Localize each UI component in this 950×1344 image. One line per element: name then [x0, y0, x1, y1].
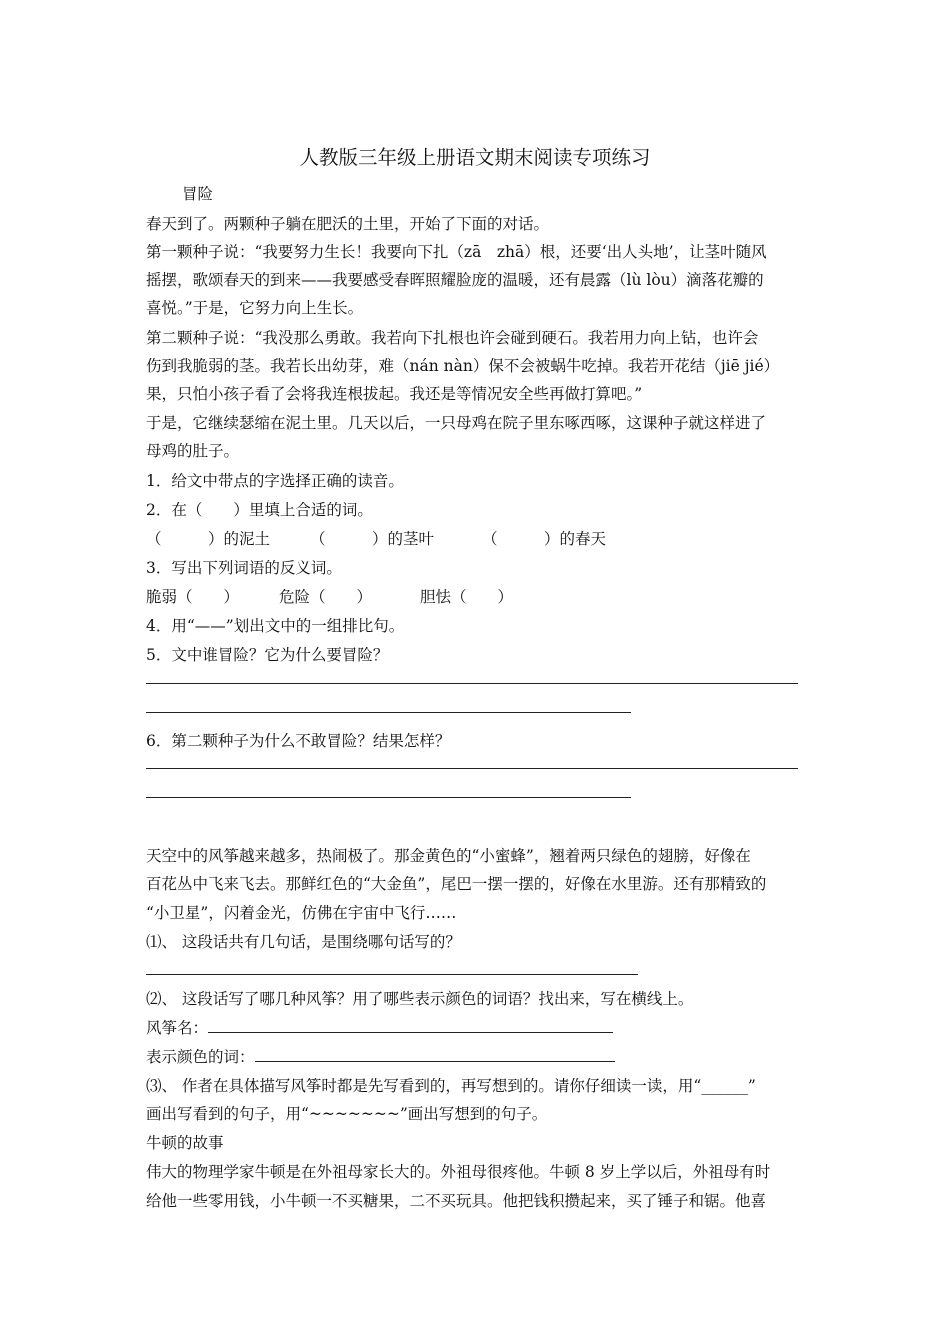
question-2: 2．在（ ）里填上合适的词。 [146, 501, 373, 519]
passage-heading-adventure: 冒险 [182, 185, 214, 203]
question-5: 5．文中谁冒险？它为什么要冒险？ [146, 646, 389, 664]
kite-name-row [146, 1018, 816, 1038]
antonym-row [146, 587, 816, 607]
antonym-item[interactable]: 危险（ ） [279, 588, 373, 606]
passage-line: 摇摆，歌颂春天的到来——我要感受春晖照耀脸庞的温暖，还有晨露（lù lòu）滴落花瓣的 [146, 271, 764, 289]
passage-line: 百花丛中飞来飞去。那鲜红色的“大金鱼”，尾巴一摆一摆的，好像在水里游。还有那精致的 [146, 875, 767, 893]
question-6: 6．第二颗种子为什么不敢冒险？结果怎样？ [146, 732, 451, 750]
passage-line: 第二颗种子说：“我没那么勇敢。我若向下扎根也许会碰到硬石。我若用力向上钻，也许会 [146, 329, 759, 347]
kite-question-3-cont: 画出写看到的句子，用“~~~~~~~”画出写想到的句子。 [146, 1105, 548, 1123]
fill-in-row [146, 529, 816, 549]
passage-line: 喜悦。”于是，它努力向上生长。 [146, 299, 364, 317]
fill-in-item[interactable]: （ ）的泥土 [146, 530, 271, 548]
passage-line: 伤到我脆弱的茎。我若长出幼芽，难（nán nàn）保不会被蜗牛吃掉。我若开花结（jiē jié） [146, 357, 780, 375]
passage-line: 于是，它继续瑟缩在泥土里。几天以后，一只母鸡在院子里东啄西啄，这课种子就这样进了 [146, 414, 767, 432]
question-4: 4．用“——”划出文中的一组排比句。 [146, 617, 405, 635]
question-3: 3．写出下列词语的反义词。 [146, 559, 342, 577]
kite-question-3: ⑶、 作者在具体描写风筝时都是先写看到的，再写想到的。请你仔细读一读，用“______” [146, 1077, 756, 1095]
kite-question-2: ⑵、 这段话写了哪几种风筝？用了哪些表示颜色的词语？找出来，写在横线上。 [146, 990, 694, 1008]
answer-line[interactable] [146, 974, 638, 975]
answer-line[interactable] [146, 797, 631, 798]
kite-name-blank[interactable] [208, 1018, 613, 1033]
fill-in-item[interactable]: （ ）的春天 [482, 530, 607, 548]
kite-name-label: 风筝名： [146, 1019, 209, 1037]
answer-line[interactable] [146, 712, 631, 713]
answer-line[interactable] [146, 768, 798, 769]
passage-line: 母鸡的肚子。 [146, 442, 240, 460]
antonym-item[interactable]: 胆怯（ ） [420, 588, 514, 606]
color-words-row [146, 1047, 816, 1067]
passage-line: 天空中的风筝越来越多，热闹极了。那金黄色的“小蜜蜂”，翘着两只绿色的翅膀，好像在 [146, 847, 751, 865]
passage-line: 春天到了。两颗种子躺在肥沃的土里，开始了下面的对话。 [146, 215, 550, 233]
antonym-item[interactable]: 脆弱（ ） [146, 588, 240, 606]
color-words-blank[interactable] [255, 1047, 615, 1062]
passage-line: 给他一些零用钱，小牛顿一不买糖果，二不买玩具。他把钱积攒起来，买了锤子和锯。他喜 [146, 1192, 767, 1210]
passage-line: 第一颗种子说：“我要努力生长！我要向下扎（zā zhā）根，还要‘出人头地’，让茎叶随风 [146, 243, 767, 261]
passage-heading-newton: 牛顿的故事 [146, 1134, 224, 1152]
passage-line: “小卫星”，闪着金光，仿佛在宇宙中飞行…… [146, 904, 457, 922]
answer-line[interactable] [146, 683, 798, 684]
color-words-label: 表示颜色的词： [146, 1048, 255, 1066]
passage-line: 果，只怕小孩子看了会将我连根拔起。我还是等情况安全些再做打算吧。” [146, 385, 643, 403]
kite-question-1: ⑴、 这段话共有几句话，是围绕哪句话写的？ [146, 933, 461, 951]
document-title: 人教版三年级上册语文期末阅读专项练习 [299, 146, 651, 169]
question-1: 1．给文中带点的字选择正确的读音。 [146, 472, 404, 490]
passage-line: 伟大的物理学家牛顿是在外祖母家长大的。外祖母很疼他。牛顿 8 岁上学以后，外祖母有时 [146, 1163, 771, 1181]
fill-in-item[interactable]: （ ）的茎叶 [310, 530, 435, 548]
